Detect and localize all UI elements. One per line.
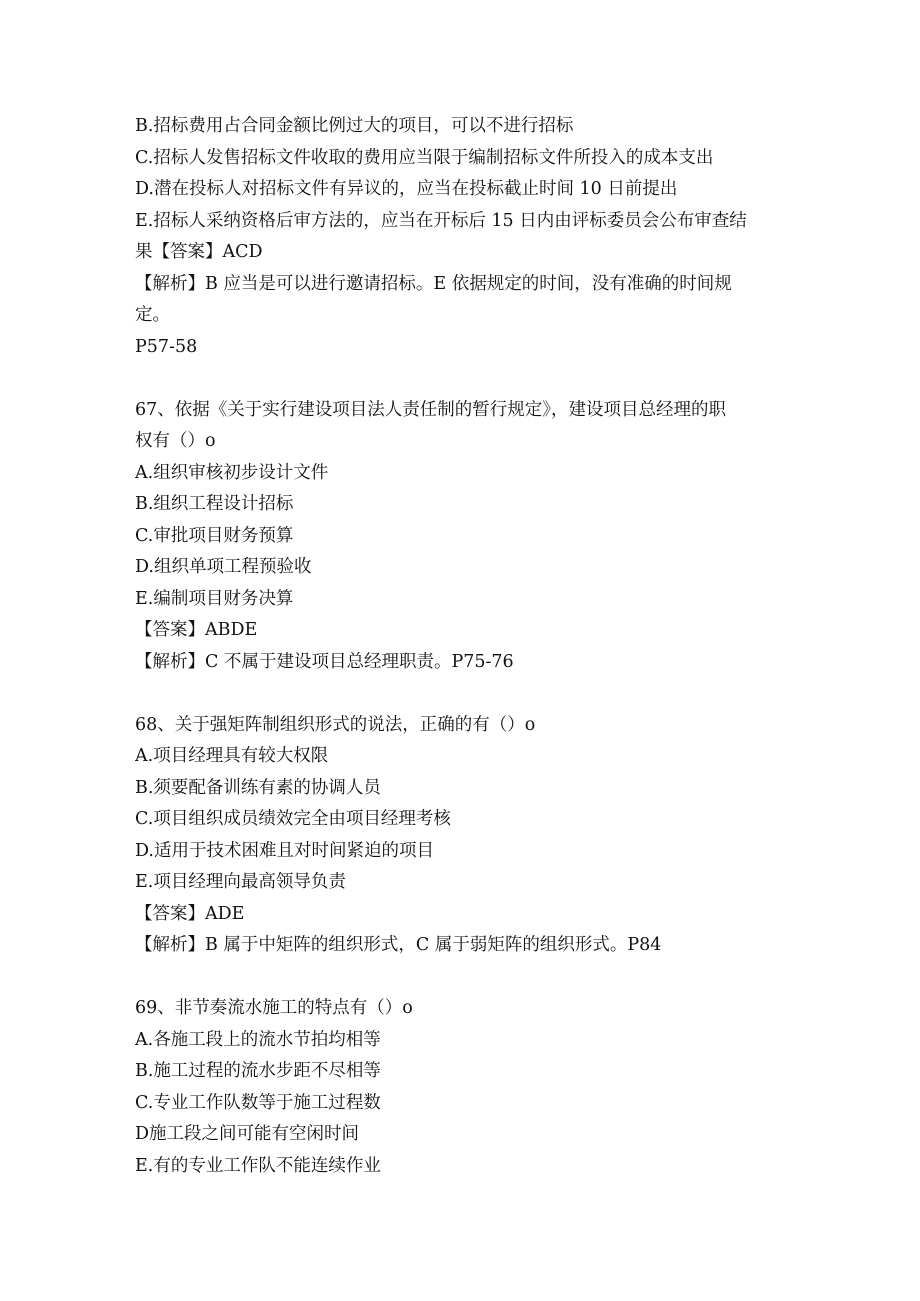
q69-option-d: D施工段之间可能有空闲时间 [135, 1124, 360, 1144]
q66-answer: 果【答案】ACD [135, 242, 263, 262]
q67-option-a: A.组织审核初步设计文件 [135, 462, 329, 483]
q67-answer: 【答案】ABDE [135, 620, 258, 640]
block-spacer [135, 363, 835, 395]
q66-analysis-continued: 定。 [135, 305, 170, 325]
block-spacer [135, 678, 835, 710]
question-66-block [135, 111, 835, 363]
question-67-block [135, 395, 835, 679]
q69-stem: 69、非节奏流水施工的特点有（）o [135, 998, 413, 1018]
q67-option-d: D.组织单项工程预验收 [135, 557, 312, 577]
q67-option-c: C.审批项目财务预算 [135, 525, 294, 546]
q67-analysis: 【解析】C 不属于建设项目总经理职责。P75-76 [135, 651, 514, 672]
q67-stem-continued: 权有（）o [135, 431, 216, 451]
q67-stem: 67、依据《关于实行建设项目法人责任制的暂行规定》，建设项目总经理的职 [135, 399, 727, 420]
q66-page-ref: P57-58 [135, 336, 198, 357]
q69-option-b: B.施工过程的流水步距不尽相等 [135, 1061, 381, 1081]
q66-option-b: B.招标费用占合同金额比例过大的项目，可以不进行招标 [135, 116, 574, 136]
q68-option-e: E.项目经理向最高领导负责 [135, 872, 346, 892]
q66-option-e: E.招标人采纳资格后审方法的，应当在开标后 15 日内由评标委员会公布审查结 [135, 210, 747, 231]
q68-option-b: B.须要配备训练有素的协调人员 [135, 777, 381, 798]
q68-option-c: C.项目组织成员绩效完全由项目经理考核 [135, 809, 451, 829]
question-69-block [135, 993, 835, 1182]
question-68-block [135, 710, 835, 962]
q67-option-b: B.组织工程设计招标 [135, 494, 294, 514]
page-content [135, 111, 835, 1182]
q66-option-d: D.潜在投标人对招标文件有异议的，应当在投标截止时间 10 日前提出 [135, 179, 678, 199]
q68-option-a: A.项目经理具有较大权限 [135, 746, 329, 766]
q68-analysis: 【解析】B 属于中矩阵的组织形式，C 属于弱矩阵的组织形式。P84 [135, 935, 662, 955]
q69-option-c: C.专业工作队数等于施工过程数 [135, 1092, 381, 1113]
q66-analysis: 【解析】B 应当是可以进行邀请招标。E 依据规定的时间，没有准确的时间规 [135, 273, 732, 294]
q68-stem: 68、关于强矩阵制组织形式的说法，正确的有（）o [135, 714, 536, 735]
q67-option-e: E.编制项目财务决算 [135, 588, 294, 609]
q69-option-e: E.有的专业工作队不能连续作业 [135, 1155, 381, 1176]
q66-option-c: C.招标人发售招标文件收取的费用应当限于编制招标文件所投入的成本支出 [135, 147, 714, 168]
q68-option-d: D.适用于技术困难且对时间紧迫的项目 [135, 840, 434, 861]
q69-option-a: A.各施工段上的流水节拍均相等 [135, 1029, 381, 1050]
q68-answer: 【答案】ADE [135, 903, 245, 924]
block-spacer [135, 962, 835, 994]
